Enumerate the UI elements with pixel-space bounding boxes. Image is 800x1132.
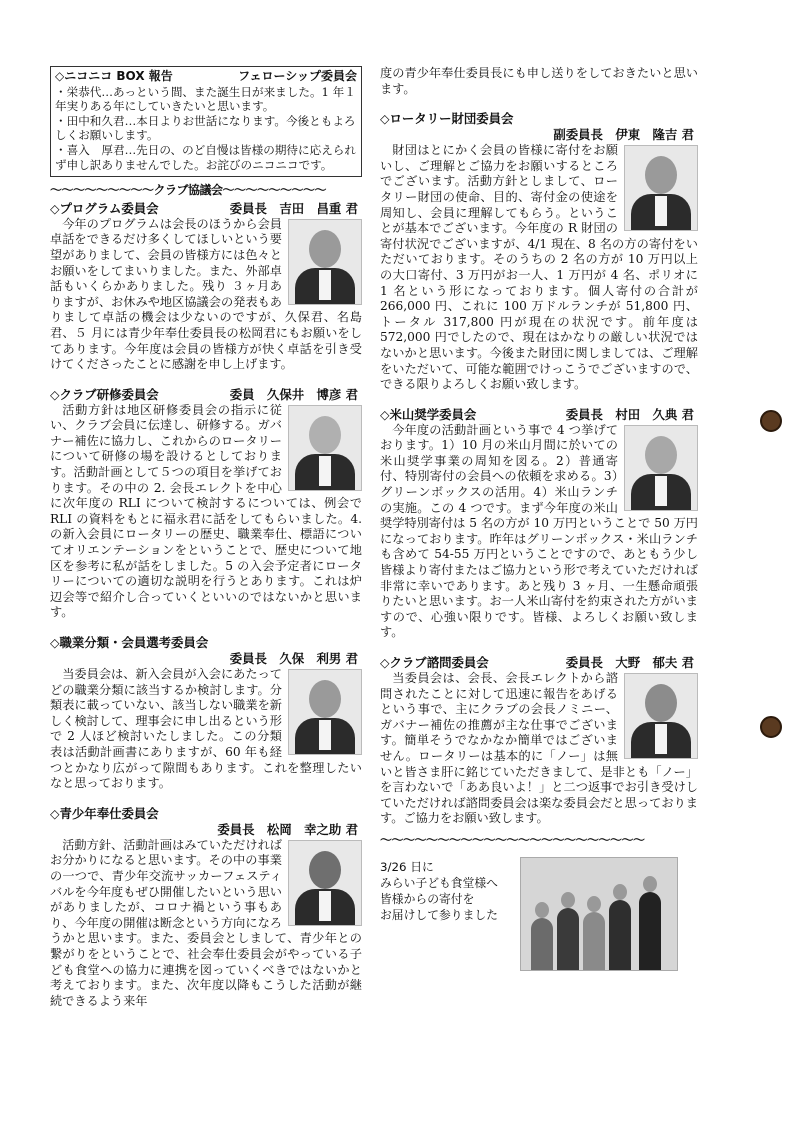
section-text: 当委員会は、会長、会長エレクトから諮問されたことに対して迅速に報告をあげるという事で、主にクラブの会長ノミニー、ガバナー補佐の推薦が主な仕事でございます。簡単そうでなかなか簡単ではございません。ロータリーは基本的に「ノー」は無いと皆さま肝に銘じていただきまして、是非とも「ノー」を言わないで「ああ良いよ！」と二つ返事でお引き受けしていただければ諮問委員会は楽な委員会だと思っております。ご協力をお願い致します。 [380,671,698,826]
section-chair: 委員長 大野 郁夫 君 [565,655,694,670]
section-title: ◇プログラム委員会 [50,200,159,216]
section-text: 今年度の活動計画という事で 4 つ挙げております。1）10 月の米山月間に於いての米山奨学事業の周知を図る。2）普通寄付、特別寄付の会員への依頼を求める。3）グリーンボックスの活用。4）米山ランチの実施。この 4 つです。まず今年度の米山奨学特別寄付は 5 名の方が 10 万円ということで 50 万円になっております。昨年はグリーンボックス・米山ランチも含めて 54-55 万円ということですので、あともう少し皆様より寄付またはご協力という形で考えていただければ非常に幸いであります。あと残り 3 ヶ月、一生懸命頑張りたいと思います。お一人米山寄付を約束された方がいますので、心強い限りです。皆様、よろしくお願い致します。 [380,422,698,640]
niconico-header [55,69,357,85]
niconico-box [50,66,362,177]
portrait-photo [288,405,362,491]
section-heading [50,806,362,822]
section-chair: 副委員長 伊東 隆吉 君 [553,127,694,143]
caption-line: 3/26 日に [380,859,434,874]
niconico-line: ・栄恭代…あっという間、また誕生日が来ました。1 年１年実りある年にしていきたいと思います。 [55,84,356,114]
section-title: ◇職業分類・会員選考委員会 [50,635,209,650]
niconico-line: ・田中和久君…本日よりお世話になります。今後ともよろしくお願いします。 [55,113,356,143]
bottom-divider: 〜〜〜〜〜〜〜〜〜〜〜〜〜〜〜〜〜〜〜〜〜〜〜 [380,832,645,847]
section-heading [50,635,362,651]
portrait-photo [624,425,698,511]
group-photo [520,857,678,971]
section-heading [380,407,698,423]
section-heading [50,201,362,217]
club-council-banner: 〜〜〜〜〜〜〜〜〜クラブ協議会〜〜〜〜〜〜〜〜〜 [50,183,327,198]
yoneyama-section [380,407,698,641]
section-chair: 委員長 久保 利男 君 [229,651,358,666]
section-chair-line [50,822,362,838]
section-text: 財団はとにかく会員の皆様に寄付をお願いし、ご理解とご協力をお願いするところでございます。活動方針としまして、ロータリー財団の使命、目的、寄付金の使途を周知し、会員に理解してもらう。ということが基本でございます。今年度の R 財団の寄付状況でございますが、4/1 現在、8 名の方の寄付をいただいております。そのうちの 2 名の方が 10 万円以上の大口寄付、3 万円がお一人、1 万円が 4 名、ポリオに 1 名という形になっております。個人寄付の合計が 266,000 円、これに 100 万ドルランチが 51,800 円、トータル 317,800 円が現在の状況です。前年度は 572,000 円でしたので、現在はかなりの厳しい状況ではないかと思います。今後また財団に関しましては、ご理解をいただいて、可能な範囲でけっこうでございますので、できる限りよろしくお願い致します。 [380,143,698,392]
section-text: 活動方針、活動計画はみていただければお分かりになると思います。その中の事業の一つで、青少年交流サッカーフェスティバルを今年度もぜひ開催したいという思いがありましたが、コロナ禍という事もあり、今年度の開催は断念という方向になろうかと思います。また、委員会としまして、青少年との繋がりをということで、社会奉仕委員会がやっている子ども食堂への協力に連携を図っていくべきではないかと考えております。また、次年度以降もこうした活動が継続できるよう来年 [50,837,362,1008]
section-chair: 委員長 吉田 昌重 君 [229,200,358,216]
classification-committee-section [50,635,362,792]
portrait-photo [288,669,362,755]
portrait-photo [624,145,698,231]
section-chair: 委員長 松岡 幸之助 君 [217,821,358,837]
right-column [380,66,698,971]
binder-hole [760,410,782,432]
section-text: 当委員会は、新入会員が入会にあたってどの職業分類に該当するか検討します。分類表に載っていない、該当しない職業を新しく検討して、理事会に申し出るという形で 2 人ほど検討いたしました。この分類表は活動計画書にありますが、60 年も経つとかなり広がって隙間もあります。これを整理したいなと思っております。 [50,667,362,791]
rotary-foundation-section [380,111,698,393]
donation-photo-block [380,857,698,971]
section-heading [380,655,698,671]
section-title: ◇米山奨学委員会 [380,406,477,422]
left-column [50,66,362,1009]
youth-service-section [50,806,362,1010]
binder-hole [760,716,782,738]
portrait-photo [288,219,362,305]
caption-line: みらい子ども食堂様へ [380,875,498,890]
section-title: ◇クラブ研修委員会 [50,386,159,402]
portrait-photo [624,673,698,759]
section-chair: 委員 久保井 博彦 君 [229,386,358,402]
advisory-committee-section [380,655,698,827]
section-title: ◇クラブ諮問委員会 [380,655,489,670]
continuation-text: 度の青少年奉仕委員長にも申し送りをしておきたいと思います。 [380,66,698,96]
niconico-committee: フェローシップ委員会 [238,69,357,83]
section-chair-line [380,127,698,143]
training-committee-section [50,387,362,621]
section-text: 活動方針は地区研修委員会の指示に従い、クラブ会員に伝達し、研修する。ガバナー補佐に協力し、これからのロータリーについて研修の場を設けるとしております。活動計画として５つの項目を挙げております。その中の 2. 会長エレクトを中心に次年度の RLI について検討するについては、例会で RLI の資料をもとに福永君に話をしてもらいました。4. の新入会員にロータリーの歴史、職業奉仕、標語についてオリエンテーションをということで、歴史について地区を参考に私が話をしました。5 の入会予定者にロータリーについての適切な説明を行うとあります。これは炉辺会等で紹介し合っていくといいのではないかと思います。 [50,402,362,620]
section-heading [50,387,362,403]
portrait-photo [288,840,362,926]
niconico-line: ・喜入 厚君…先日の、のど自慢は皆様の期待に応えられず申し訳ありませんでした。お詫びのニコニコです。 [55,142,356,172]
section-chair: 委員長 村田 久典 君 [565,406,694,422]
section-heading [380,111,698,127]
section-text: 今年のプログラムは会長のほうから会員卓話をできるだけ多くしてほしいという要望がありまして、会員の皆様方には色々とお願いをしてまいりました。また、外部卓話もいくらかありました。残り ３ヶ月ありますが、お休みや地区協議会の発表もありまして卓話の機会は少ないのですが、久保君、名島君、５ 月には青少年奉仕委員長の松岡君にもお願いをしてあります。今年度は会員の皆様方が快く卓話を引き受けてくださったことに感謝を申し上げます。 [50,216,362,372]
section-chair-line [50,651,362,667]
section-title: ◇ロータリー財団委員会 [380,111,514,127]
section-title: ◇青少年奉仕委員会 [50,805,159,821]
caption-line: 皆様からの寄付を [380,891,475,906]
program-committee-section [50,201,362,373]
photo-caption [380,857,512,971]
caption-line: お届けして参りました [380,907,498,922]
niconico-title: ◇ニコニコ BOX 報告 [55,69,173,83]
